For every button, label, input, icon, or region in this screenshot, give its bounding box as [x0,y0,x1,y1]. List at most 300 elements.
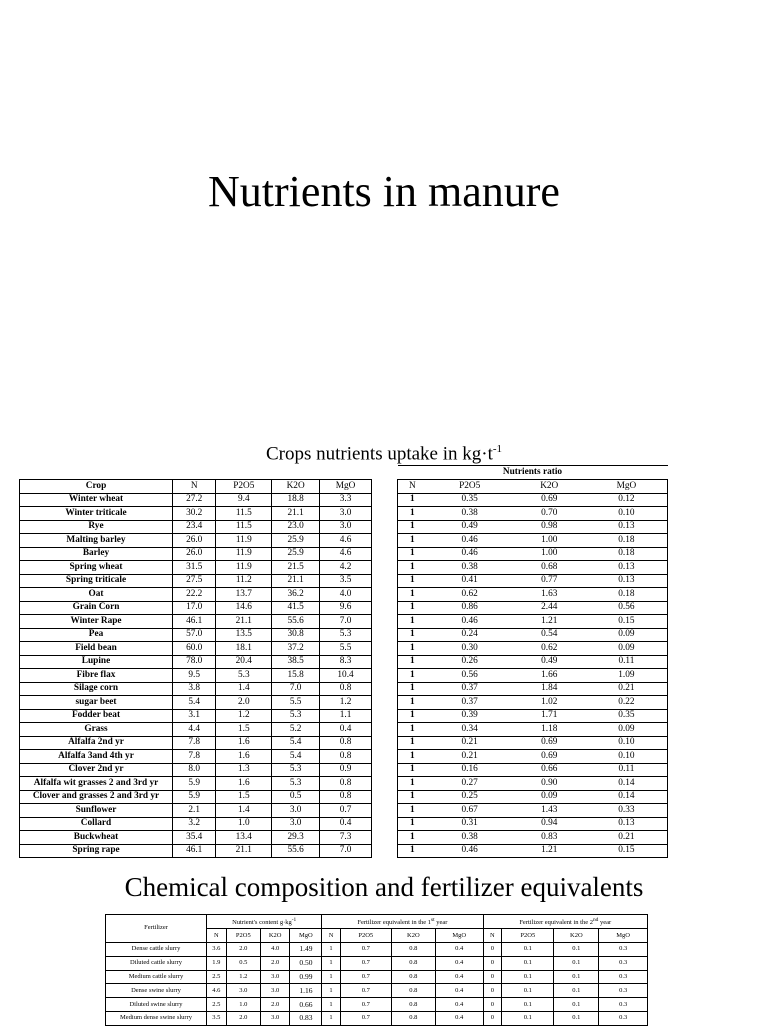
table-row [106,956,648,970]
table-cell: 0.09 [586,628,668,642]
table-cell: 1.16 [290,984,322,998]
fert-group-year2-suffix: year [598,919,612,927]
table-cell: 0.3 [599,970,648,984]
table-cell: 0.46 [427,844,513,858]
table-cell: 2.5 [207,998,227,1012]
table-row [398,493,668,507]
table-cell: 1 [398,709,427,723]
fert-table-subheader: N [207,929,227,943]
table-cell: 1.21 [513,615,586,629]
crop-table-caption [0,437,768,466]
table-cell: 1.02 [513,696,586,710]
table-cell: 3.0 [260,984,290,998]
table-cell: 21.1 [272,507,320,521]
table-cell: 0.11 [586,655,668,669]
table-cell: 1 [322,1011,340,1025]
table-row [398,561,668,575]
table-cell: 0.16 [427,763,513,777]
table-row [20,655,372,669]
table-row [398,777,668,791]
table-cell: 4.6 [207,984,227,998]
table-cell: 0.7 [340,970,391,984]
table-row [20,763,372,777]
table-cell: 0.94 [513,817,586,831]
crop-name-cell: Fodder beat [20,709,173,723]
table-row [398,804,668,818]
table-cell: 0.09 [586,642,668,656]
crop-table-caption-sup: -1 [492,443,503,455]
table-cell: 2.0 [216,696,272,710]
table-cell: 0.15 [586,844,668,858]
table-row [20,574,372,588]
table-cell: 2.0 [226,1011,260,1025]
table-row [398,750,668,764]
table-cell: 0.7 [340,984,391,998]
table-cell: 0.1 [502,956,554,970]
table-cell: 31.5 [173,561,216,575]
table-cell: 3.0 [320,520,372,534]
table-cell: 30.2 [173,507,216,521]
fert-table-subheader: N [483,929,502,943]
table-cell: 0.54 [513,628,586,642]
table-cell: 3.8 [173,682,216,696]
table-cell: 0.3 [599,984,648,998]
table-cell: 1.4 [216,804,272,818]
fertilizer-table [105,914,648,1026]
table-cell: 1.66 [513,669,586,683]
table-cell: 0.66 [513,763,586,777]
table-cell: 0.8 [320,750,372,764]
table-cell: 3.0 [260,1011,290,1025]
table-cell: 0.62 [513,642,586,656]
table-row [20,817,372,831]
table-cell: 0.21 [586,831,668,845]
table-cell: 26.0 [173,547,216,561]
table-cell: 0.49 [427,520,513,534]
table-row [398,696,668,710]
table-cell: 0 [483,998,502,1012]
table-cell: 1 [398,628,427,642]
crop-name-cell: Silage corn [20,682,173,696]
table-row [20,588,372,602]
crop-name-cell: Malting barley [20,534,173,548]
table-cell: 1.43 [513,804,586,818]
crop-name-cell: Winter triticale [20,507,173,521]
table-cell: 7.0 [320,615,372,629]
table-cell: 0.7 [340,1011,391,1025]
table-cell: 1.63 [513,588,586,602]
table-cell: 3.1 [173,709,216,723]
table-cell: 1 [398,750,427,764]
table-row [20,601,372,615]
table-cell: 0.1 [502,984,554,998]
table-cell: 0.69 [513,750,586,764]
table-cell: 0.9 [320,763,372,777]
table-cell: 27.5 [173,574,216,588]
nutrients-ratio-table [397,465,668,858]
table-cell: 2.0 [226,942,260,956]
table-row [106,1011,648,1025]
table-cell: 0.56 [427,669,513,683]
fert-table-body [106,942,648,1025]
fert-table-header-fertilizer: Fertilizer [106,915,207,943]
table-cell: 0.26 [427,655,513,669]
table-cell: 1.6 [216,750,272,764]
table-row [20,831,372,845]
table-cell: 0.4 [435,970,483,984]
table-cell: 21.5 [272,561,320,575]
table-cell: 4.2 [320,561,372,575]
table-cell: 1 [398,763,427,777]
table-cell: 0.7 [340,956,391,970]
page-title: Nutrients in manure [208,167,560,216]
table-cell: 0.1 [554,984,599,998]
crop-name-cell: Pea [20,628,173,642]
table-cell: 0.35 [427,493,513,507]
table-cell: 13.5 [216,628,272,642]
table-cell: 0.1 [502,998,554,1012]
table-cell: 1 [398,777,427,791]
fert-table-subheader: P2O5 [340,929,391,943]
crop-name-cell: Spring rape [20,844,173,858]
table-cell: 0.18 [586,588,668,602]
table-cell: 7.0 [320,844,372,858]
table-cell: 3.6 [207,942,227,956]
table-cell: 1 [398,601,427,615]
table-cell: 1.09 [586,669,668,683]
table-cell: 8.0 [173,763,216,777]
table-cell: 1.00 [513,547,586,561]
table-cell: 35.4 [173,831,216,845]
table-cell: 0.77 [513,574,586,588]
table-cell: 0.1 [502,1011,554,1025]
table-cell: 0.14 [586,777,668,791]
crop-name-cell: Collard [20,817,173,831]
crop-name-cell: Alfalfa 3and 4th yr [20,750,173,764]
table-cell: 1 [398,534,427,548]
table-cell: 37.2 [272,642,320,656]
table-cell: 9.4 [216,493,272,507]
fert-table-subheader: N [322,929,340,943]
crop-name-cell: Rye [20,520,173,534]
ratio-table-header: K2O [513,480,586,494]
ratio-table-body [398,493,668,858]
table-cell: 0.8 [320,777,372,791]
crop-name-cell: sugar beet [20,696,173,710]
crop-name-cell: Winter Rape [20,615,173,629]
table-row [20,547,372,561]
table-cell: 5.3 [272,777,320,791]
table-cell: 1 [398,547,427,561]
table-cell: 0.13 [586,520,668,534]
fert-group-year2-text: Fertilizer equivalent in the 2 [519,919,593,927]
crop-table-header: P2O5 [216,480,272,494]
table-cell: 0.38 [427,561,513,575]
table-row [398,709,668,723]
table-cell: 11.2 [216,574,272,588]
table-row [398,655,668,669]
table-cell: 0.21 [427,736,513,750]
table-cell: 1.3 [216,763,272,777]
table-cell: 1 [322,956,340,970]
table-cell: 0.39 [427,709,513,723]
fertilizer-name-cell: Medium cattle slurry [106,970,207,984]
table-cell: 0 [483,1011,502,1025]
table-row [20,628,372,642]
table-row [398,831,668,845]
table-cell: 7.8 [173,750,216,764]
crop-name-cell: Alfalfa wit grasses 2 and 3rd yr [20,777,173,791]
table-cell: 1 [398,682,427,696]
table-cell: 0.3 [599,998,648,1012]
table-cell: 1 [398,507,427,521]
table-cell: 0.4 [435,998,483,1012]
table-row [20,520,372,534]
table-cell: 0.09 [513,790,586,804]
table-cell: 5.4 [272,736,320,750]
table-cell: 3.0 [320,507,372,521]
table-cell: 11.9 [216,547,272,561]
fert-table-subheader: P2O5 [226,929,260,943]
table-cell: 2.0 [260,998,290,1012]
ratio-table-header: N [398,480,427,494]
table-row [20,507,372,521]
table-cell: 1 [398,736,427,750]
table-cell: 20.4 [216,655,272,669]
table-cell: 0.83 [290,1011,322,1025]
fert-group-year1-suffix: year [434,919,448,927]
table-row [20,804,372,818]
table-cell: 1 [398,696,427,710]
table-cell: 0.1 [554,998,599,1012]
table-cell: 1 [398,642,427,656]
table-cell: 0.41 [427,574,513,588]
table-row [398,547,668,561]
table-cell: 0.7 [340,998,391,1012]
table-cell: 57.0 [173,628,216,642]
table-cell: 0.7 [340,942,391,956]
table-cell: 60.0 [173,642,216,656]
table-cell: 0.46 [427,547,513,561]
fert-table-subheader: K2O [260,929,290,943]
table-row [20,682,372,696]
table-row [20,561,372,575]
table-row [398,520,668,534]
table-cell: 1 [398,817,427,831]
table-cell: 1 [322,998,340,1012]
table-row [20,669,372,683]
table-cell: 0.4 [435,1011,483,1025]
table-cell: 1.4 [216,682,272,696]
table-cell: 0.8 [391,998,435,1012]
crop-table-header: K2O [272,480,320,494]
crop-name-cell: Winter wheat [20,493,173,507]
table-cell: 0.38 [427,507,513,521]
table-cell: 8.3 [320,655,372,669]
table-cell: 3.5 [320,574,372,588]
table-row [20,723,372,737]
table-cell: 0.56 [586,601,668,615]
crop-name-cell: Sunflower [20,804,173,818]
table-cell: 0.8 [320,682,372,696]
table-cell: 0.1 [554,942,599,956]
table-cell: 0.1 [554,1011,599,1025]
fert-table-subheader: K2O [554,929,599,943]
table-cell: 1 [398,804,427,818]
table-cell: 5.9 [173,777,216,791]
table-cell: 5.3 [320,628,372,642]
table-row [20,493,372,507]
crop-name-cell: Grain Corn [20,601,173,615]
table-cell: 1.49 [290,942,322,956]
table-cell: 3.0 [226,984,260,998]
fertilizer-name-cell: Diluted swine slurry [106,998,207,1012]
table-cell: 5.3 [272,763,320,777]
table-cell: 0.35 [586,709,668,723]
crop-table-header-row [20,480,372,494]
crop-name-cell: Clover and grasses 2 and 3rd yr [20,790,173,804]
table-cell: 1.21 [513,844,586,858]
crop-table-header: MgO [320,480,372,494]
table-row [20,790,372,804]
table-row [398,790,668,804]
table-cell: 5.2 [272,723,320,737]
table-cell: 11.5 [216,507,272,521]
table-cell: 23.4 [173,520,216,534]
table-cell: 17.0 [173,601,216,615]
table-cell: 0.09 [586,723,668,737]
table-cell: 0.8 [391,1011,435,1025]
table-cell: 7.8 [173,736,216,750]
crop-name-cell: Spring triticale [20,574,173,588]
table-cell: 5.9 [173,790,216,804]
table-cell: 1 [398,669,427,683]
table-cell: 1.9 [207,956,227,970]
table-row [106,998,648,1012]
table-cell: 2.1 [173,804,216,818]
table-cell: 4.6 [320,547,372,561]
table-cell: 0.10 [586,736,668,750]
table-cell: 21.1 [216,844,272,858]
fert-table-subheader: P2O5 [502,929,554,943]
table-cell: 0.46 [427,615,513,629]
table-cell: 0.98 [513,520,586,534]
table-row [106,984,648,998]
ratio-table-group-row [398,466,668,480]
table-cell: 46.1 [173,615,216,629]
table-cell: 2.44 [513,601,586,615]
fert-group-year2-sup: nd [592,917,599,923]
table-cell: 0.1 [554,970,599,984]
fert-table-subheader: MgO [435,929,483,943]
table-cell: 0.3 [599,942,648,956]
table-cell: 18.8 [272,493,320,507]
table-row [20,615,372,629]
table-cell: 11.9 [216,534,272,548]
table-cell: 41.5 [272,601,320,615]
ratio-table-header-row [398,480,668,494]
table-cell: 0.15 [586,615,668,629]
table-cell: 21.1 [272,574,320,588]
fert-group-year1-sup: st [431,917,435,923]
table-row [398,844,668,858]
table-cell: 55.6 [272,844,320,858]
table-cell: 26.0 [173,534,216,548]
table-cell: 30.8 [272,628,320,642]
fert-table-subheader: K2O [391,929,435,943]
table-cell: 29.3 [272,831,320,845]
fert-table-group-year1 [322,915,483,929]
fert-table-subheader: MgO [599,929,648,943]
table-row [20,696,372,710]
crop-name-cell: Buckwheat [20,831,173,845]
table-cell: 0.86 [427,601,513,615]
table-cell: 3.3 [320,493,372,507]
table-row [20,642,372,656]
table-cell: 0.66 [290,998,322,1012]
crop-table-header: N [173,480,216,494]
table-cell: 0.25 [427,790,513,804]
table-cell: 0.4 [320,723,372,737]
table-cell: 0.68 [513,561,586,575]
table-cell: 1 [398,615,427,629]
crop-name-cell: Lupine [20,655,173,669]
crop-name-cell: Barley [20,547,173,561]
table-row [106,942,648,956]
table-cell: 3.0 [272,804,320,818]
table-cell: 5.5 [272,696,320,710]
crop-uptake-table [19,479,372,858]
table-cell: 13.7 [216,588,272,602]
table-cell: 3.5 [207,1011,227,1025]
table-row [398,601,668,615]
table-row [398,507,668,521]
table-cell: 27.2 [173,493,216,507]
table-cell: 0.38 [427,831,513,845]
table-row [398,682,668,696]
table-cell: 78.0 [173,655,216,669]
table-cell: 0.49 [513,655,586,669]
table-cell: 0.10 [586,507,668,521]
crop-name-cell: Field bean [20,642,173,656]
crop-table-header: Crop [20,480,173,494]
table-cell: 4.4 [173,723,216,737]
table-cell: 3.0 [272,817,320,831]
table-cell: 23.0 [272,520,320,534]
table-cell: 0 [483,984,502,998]
crop-name-cell: Oat [20,588,173,602]
table-cell: 1.2 [226,970,260,984]
table-cell: 3.2 [173,817,216,831]
table-cell: 0.14 [586,790,668,804]
table-cell: 0.3 [599,1011,648,1025]
table-cell: 1 [398,588,427,602]
table-cell: 38.5 [272,655,320,669]
table-cell: 0.8 [391,984,435,998]
table-cell: 0.3 [599,956,648,970]
table-cell: 7.0 [272,682,320,696]
table-row [20,844,372,858]
fert-group-content-sup: -1 [291,917,297,923]
table-cell: 0.18 [586,534,668,548]
table-cell: 5.5 [320,642,372,656]
fertilizer-name-cell: Dense swine slurry [106,984,207,998]
table-cell: 1.0 [226,998,260,1012]
table-cell: 1 [398,574,427,588]
table-cell: 1.2 [320,696,372,710]
fertilizer-name-cell: Diluted cattle slurry [106,956,207,970]
table-cell: 1 [398,844,427,858]
